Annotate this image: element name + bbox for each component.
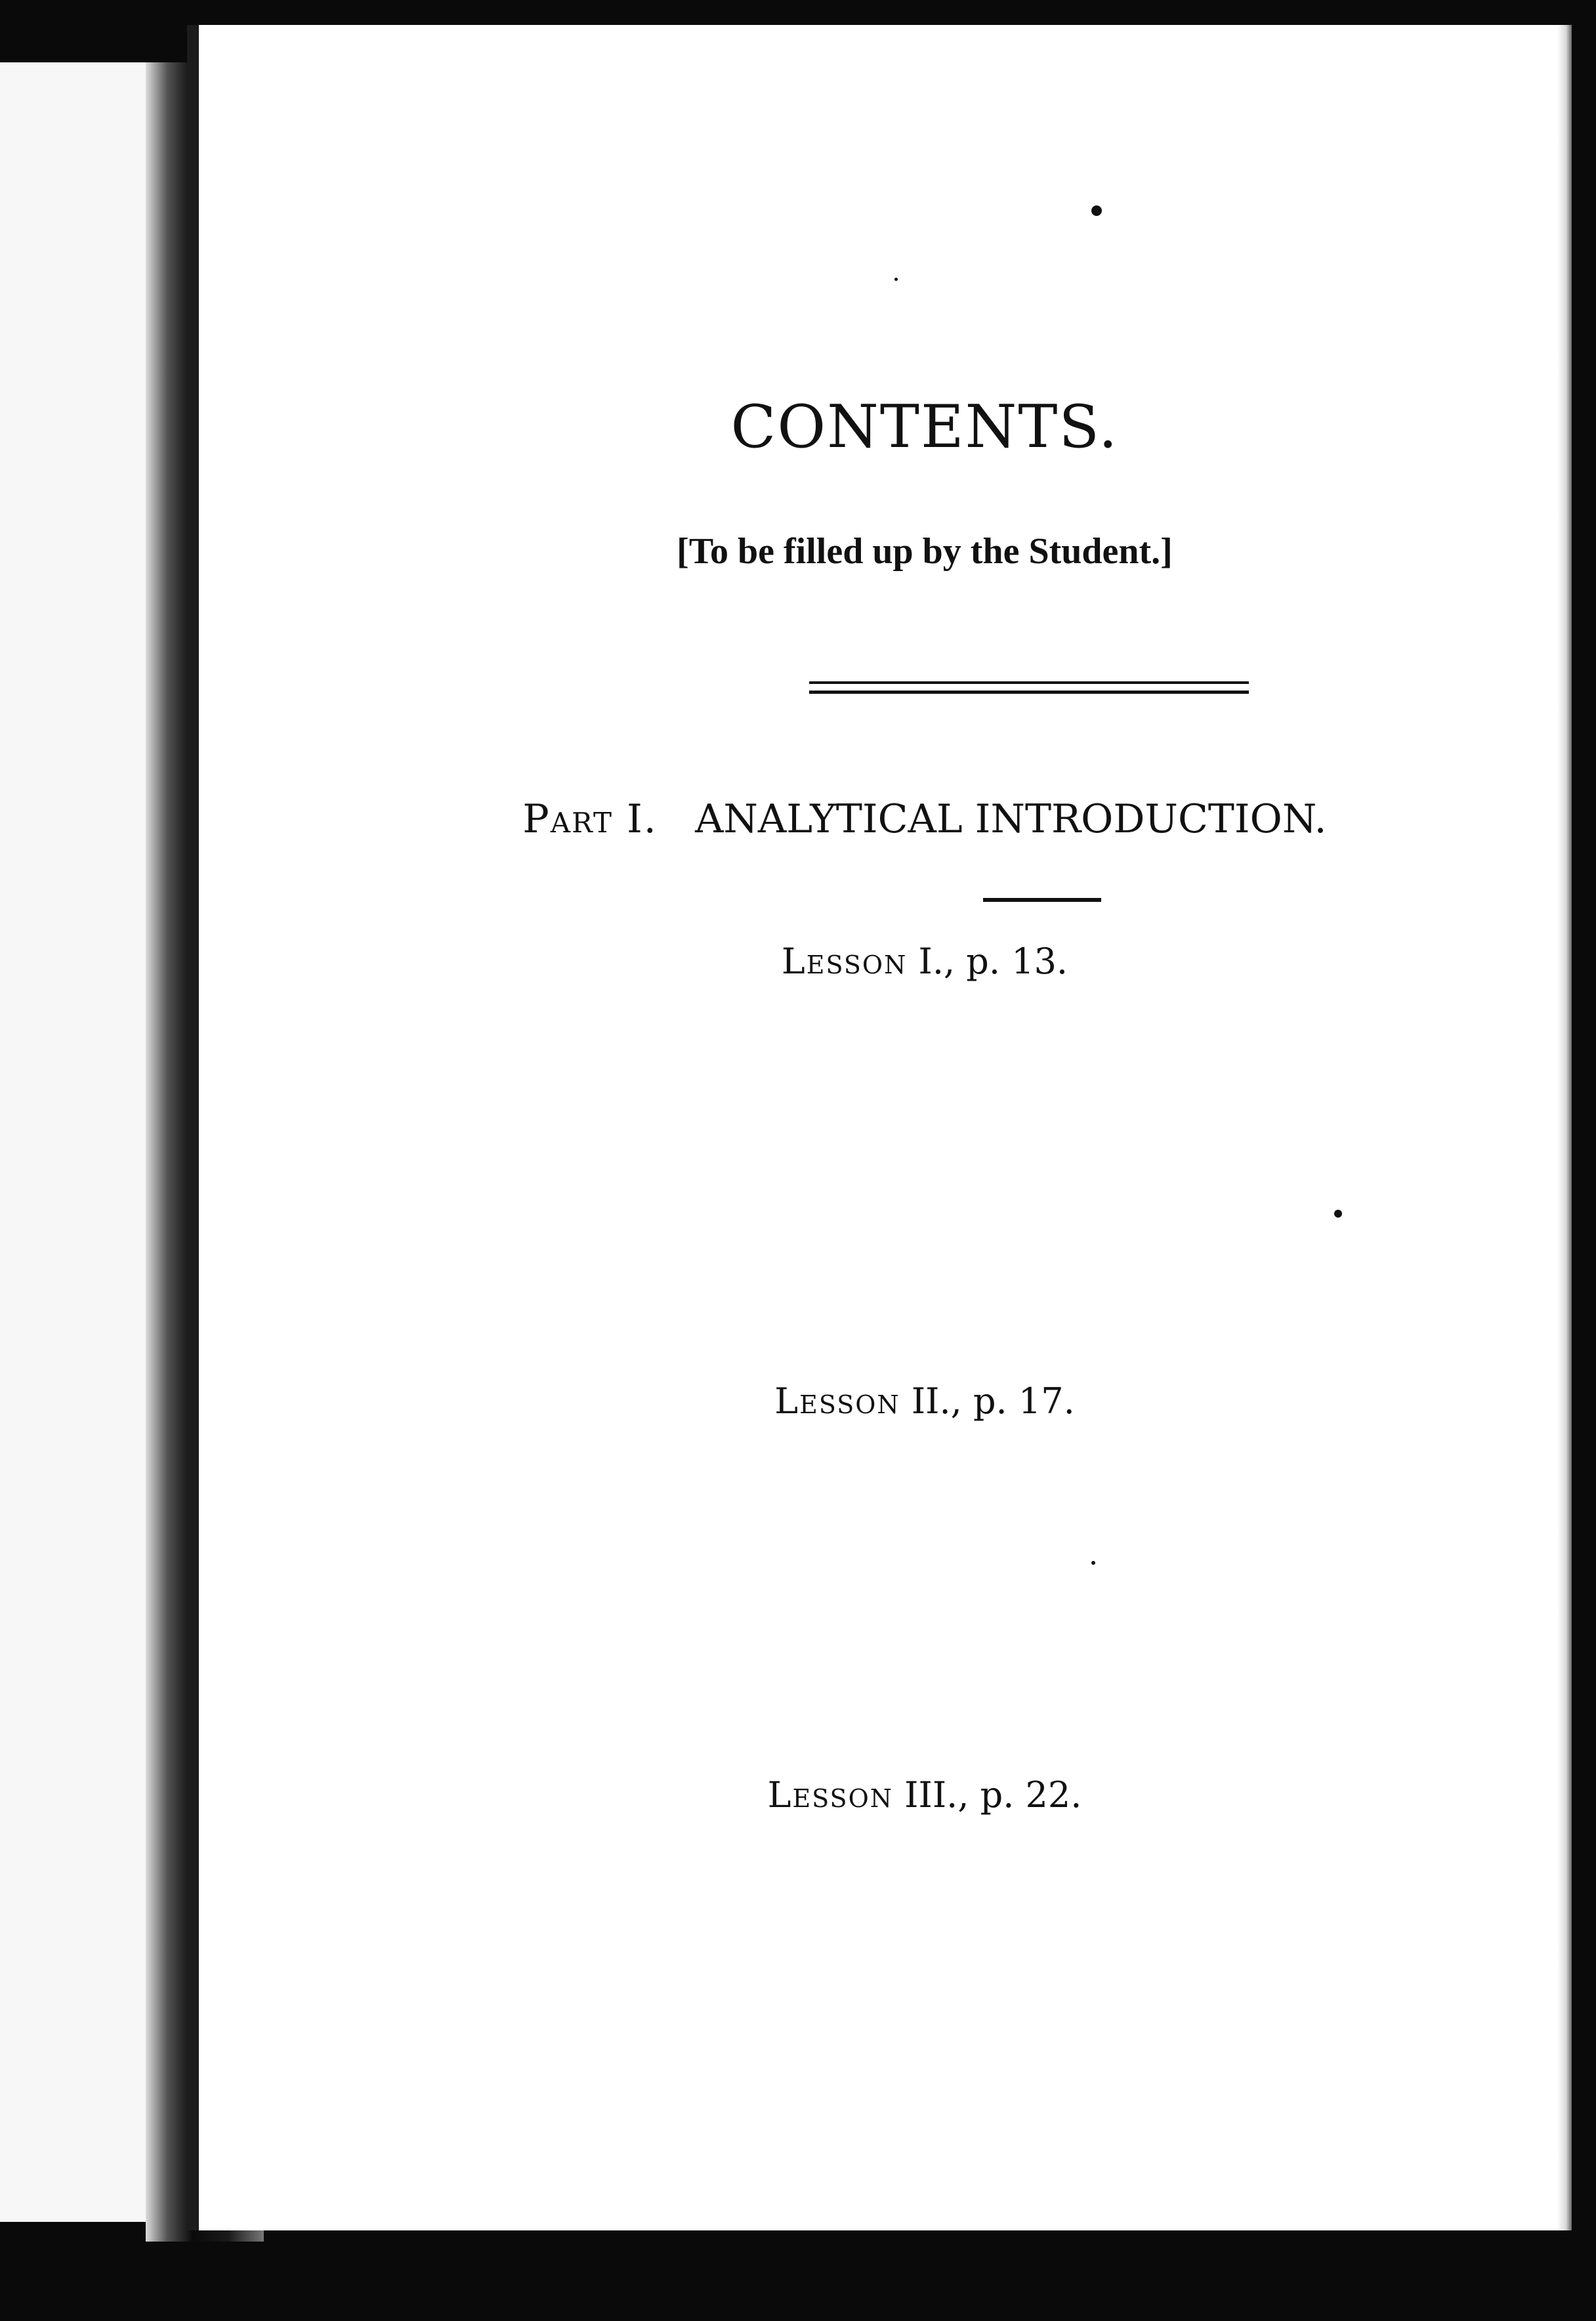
part-heading (199, 796, 1572, 842)
lesson-number: III., p. 22. (904, 1774, 1082, 1816)
lesson-label: Lesson (767, 1774, 893, 1816)
rule-line (809, 681, 1249, 684)
lesson-entry (199, 941, 1572, 982)
lesson-label: Lesson (774, 1380, 900, 1422)
lesson-number: I., p. 13. (918, 941, 1068, 982)
part-label: Part I. (522, 796, 658, 842)
ink-speck (894, 278, 898, 281)
lesson-label: Lesson (781, 941, 908, 982)
lesson-entry (199, 1774, 1572, 1816)
lesson-entry (199, 1380, 1572, 1422)
ink-speck (1334, 1210, 1342, 1218)
page-title: CONTENTS. (730, 393, 1119, 461)
rule-line (809, 691, 1249, 694)
ink-speck (1091, 205, 1102, 216)
page-subtitle: [To be filled up by the Student.] (677, 531, 1173, 572)
double-rule-divider (809, 681, 1249, 694)
lesson-number: II., p. 17. (911, 1380, 1075, 1422)
ink-speck (1091, 1561, 1095, 1565)
part-title: ANALYTICAL INTRODUCTION. (695, 796, 1327, 842)
page-edge-shadow (1557, 25, 1572, 2230)
contents-page (187, 25, 1572, 2230)
short-rule-divider (983, 898, 1101, 902)
